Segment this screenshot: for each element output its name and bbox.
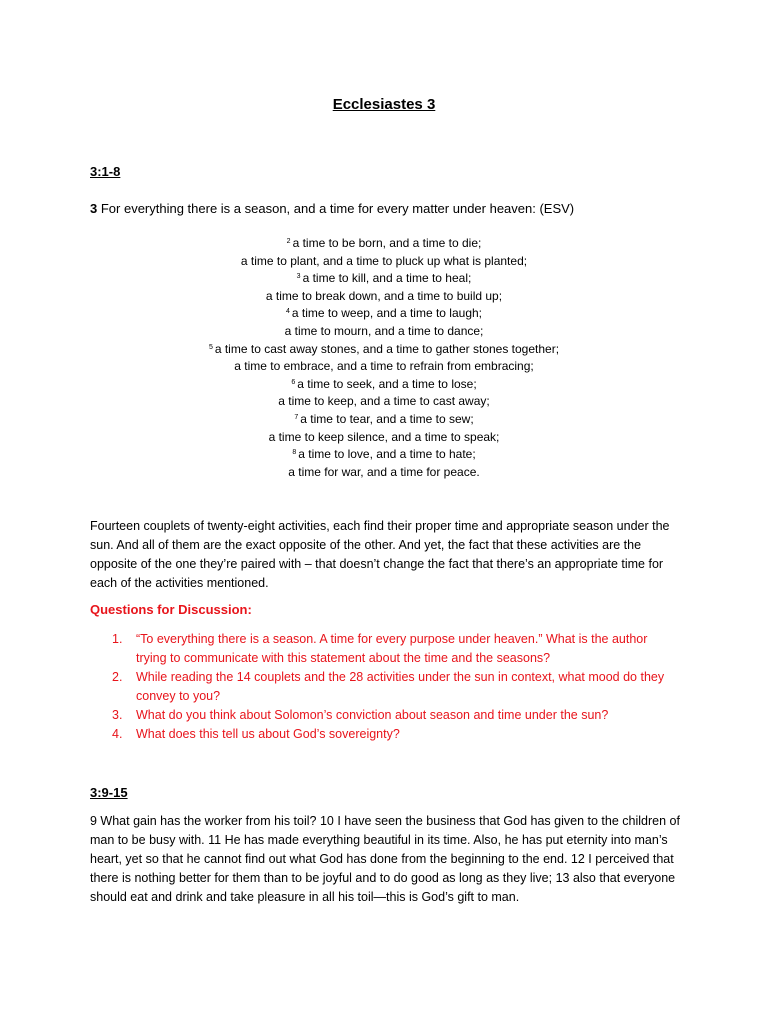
poem-line: $^2$ a time to be born, and a time to die; <box>286 236 482 250</box>
intro-verse <box>90 201 574 216</box>
verse-number: 3 <box>296 273 301 281</box>
question-item <box>90 630 680 668</box>
verse-number: 4 <box>285 308 290 316</box>
question-number: 3. <box>112 708 123 722</box>
scripture-paragraph: 9 What gain has the worker from his toil? 10 I have seen the business that God has given to the children of man to be busy with. 11 He has made everything beautiful in its time. Also, he has put eternity into man’s heart, yet so that he cannot find out what God has done from the beginning to the end. 12 I perceived that there is nothing better for them than to be joyful and to do good as long as they live; 13 also that everyone should eat and drink and take pleasure in all his toil—this is God’s gift to man. <box>90 814 680 904</box>
poem-line: a time to mourn, and a time to dance; <box>284 323 484 338</box>
poem-line: $^8$ a time to love, and a time to hate; <box>292 447 476 462</box>
poem-line: a time for war, and a time for peace. <box>288 464 480 479</box>
verse-number: 8 <box>292 449 297 457</box>
question-text: What do you think about Solomon’s conviction about season and time under the sun? <box>136 708 609 722</box>
commentary-paragraph: Fourteen couplets of twenty-eight activities, each find their proper time and appropriate season under the sun. And all of them are the exact opposite of the other. And yet, the fact that these activities are the opposite of the one they’re paired with – that doesn’t change the fact that there’s an appropriate time for each of the activities mentioned. <box>90 519 670 590</box>
question-item <box>90 725 680 744</box>
question-number: 2. <box>112 670 123 684</box>
question-item <box>90 706 680 725</box>
poem-line: a time to keep silence, and a time to speak; <box>268 429 500 444</box>
question-number: 4. <box>112 727 123 741</box>
poem-block <box>100 235 668 481</box>
poem-line: $^6$ a time to seek, and a time to lose; <box>291 376 477 391</box>
question-number: 1. <box>112 632 123 646</box>
verse-number: 7 <box>294 413 299 421</box>
questions-list <box>90 630 680 744</box>
poem-line: $^7$ a time to tear, and a time to sew; <box>294 411 474 426</box>
question-text: What does this tell us about God’s sovereignty? <box>136 727 400 741</box>
question-item <box>90 668 680 706</box>
poem-line: $^3$ a time to kill, and a time to heal; <box>296 271 472 286</box>
verse-number: 2 <box>286 238 291 245</box>
document-title: Ecclesiastes 3 <box>332 96 436 113</box>
intro-verse-number: 3 <box>90 201 98 216</box>
poem-line: a time to break down, and a time to build up; <box>265 288 503 303</box>
section-heading-3-1-8: 3:1-8 <box>90 164 121 179</box>
poem-line: a time to plant, and a time to pluck up what is planted; <box>240 253 528 268</box>
poem-line: a time to embrace, and a time to refrain from embracing; <box>234 359 534 374</box>
section-heading-3-9-15: 3:9-15 <box>90 785 128 800</box>
questions-heading: Questions for Discussion: <box>90 602 252 617</box>
intro-verse-text: For everything there is a season, and a time for every matter under heaven: (ESV) <box>97 201 575 216</box>
verse-number: 5 <box>208 343 213 351</box>
question-text: While reading the 14 couplets and the 28 activities under the sun in context, what mood do they convey to you? <box>136 670 665 703</box>
poem-line: $^5$ a time to cast away stones, and a time to gather stones together; <box>208 341 560 356</box>
poem-line: a time to keep, and a time to cast away; <box>278 394 490 409</box>
question-text: “To everything there is a season. A time for every purpose under heaven.” What is the author trying to communicate with this statement about the time and the seasons? <box>136 632 648 665</box>
verse-number: 6 <box>291 378 296 386</box>
poem-line: $^4$ a time to weep, and a time to laugh; <box>285 306 483 321</box>
